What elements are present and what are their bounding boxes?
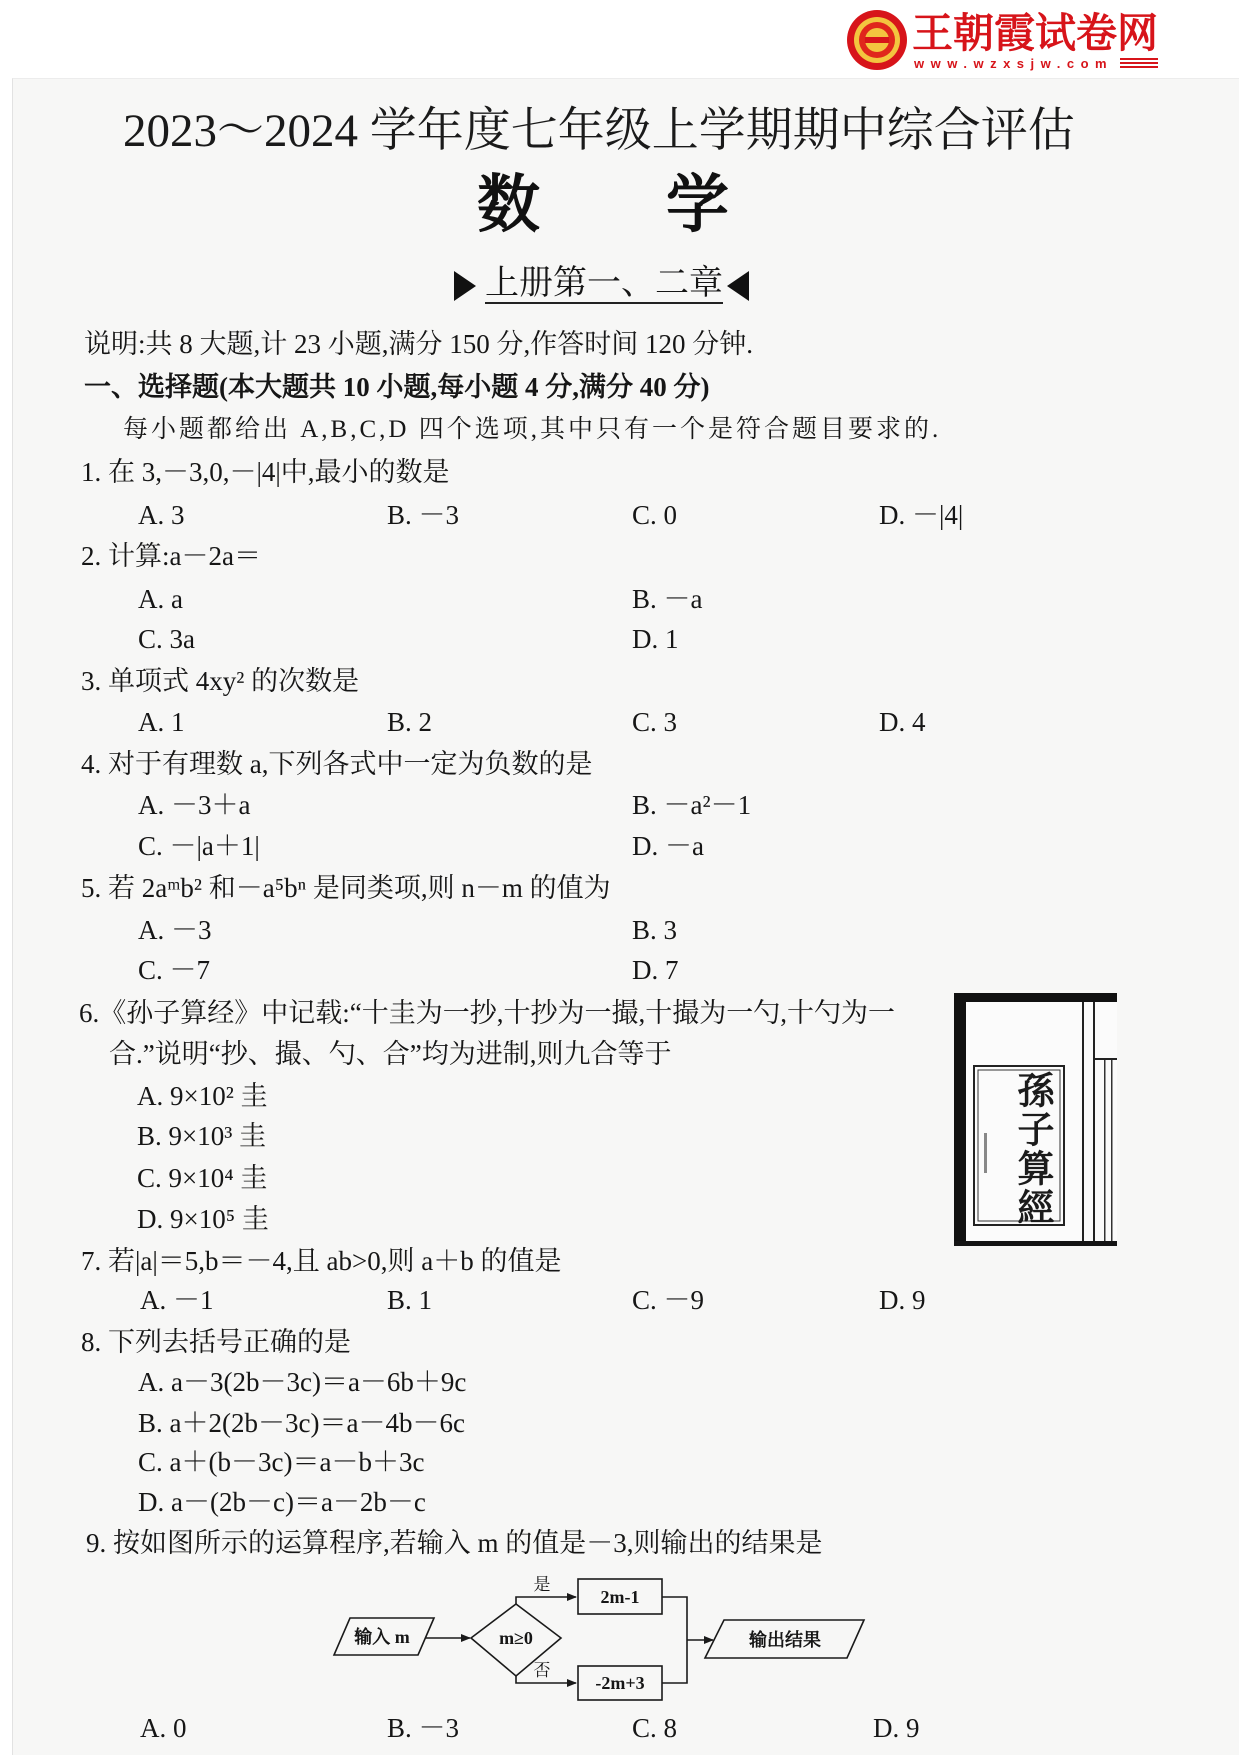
seal-emblem-icon [846,9,908,71]
question-2-stem: 2. 计算:a－2a＝ [81,541,261,571]
question-9-stem: 9. 按如图所示的运算程序,若输入 m 的值是－3,则输出的结果是 [86,1528,823,1558]
question-9-option-d: D. 9 [873,1713,920,1743]
exam-title: 2023～2024 学年度七年级上学期期中综合评估 [123,105,1075,157]
flowchart-yes-arrow [516,1597,576,1604]
question-1-option-c: C. 0 [632,500,678,530]
question-7-option-d: D. 9 [879,1285,926,1315]
triangle-right-icon [454,271,476,301]
question-5-option-a: A. －3 [138,915,212,945]
question-3-stem: 3. 单项式 4xy² 的次数是 [81,666,360,696]
question-8-option-a: A. a－3(2b－3c)＝a－6b＋9c [138,1367,467,1397]
question-5-stem: 5. 若 2aᵐb² 和－a⁵bⁿ 是同类项,则 n－m 的值为 [81,873,611,903]
flowchart-no-label: 否 [533,1661,551,1680]
question-6-stem: 6.《孙子算经》中记载:“十圭为一抄,十抄为一撮,十撮为一勺,十勺为一 [79,998,895,1028]
question-5-option-d: D. 7 [632,955,679,985]
subject-title: 数 学 [477,170,729,240]
site-url: www.wzxsjw.com [914,56,1114,71]
site-name: 王朝霞试卷网 [912,10,1158,56]
question-3-option-a: A. 1 [138,707,185,737]
question-4-option-b: B. －a²－1 [632,790,752,820]
question-2-option-a: A. a [138,584,183,614]
question-1-option-d: D. －|4| [879,500,964,530]
question-2-option-b: B. －a [632,584,703,614]
question-5-option-c: C. －7 [138,955,211,985]
question-1-option-a: A. 3 [138,500,185,530]
decorative-stripes [1120,58,1158,69]
question-6-stem-line2: 合.”说明“抄、撮、勺、合”均为进制,则九合等于 [109,1039,672,1069]
question-5-option-b: B. 3 [632,915,678,945]
question-6-option-c: C. 9×10⁴ 圭 [137,1163,268,1193]
question-8-option-c: C. a＋(b－3c)＝a－b＋3c [138,1447,425,1477]
question-9-option-c: C. 8 [632,1713,678,1743]
question-6-option-a: A. 9×10² 圭 [137,1081,268,1111]
question-8-option-d: D. a－(2b－c)＝a－2b－c [138,1487,426,1517]
question-6-option-d: D. 9×10⁵ 圭 [137,1204,269,1234]
flowchart-output-label: 输出结果 [749,1630,821,1650]
book-cover-figure [954,993,1117,1246]
flowchart-merge-line [662,1597,687,1683]
question-1-option-b: B. －3 [387,500,460,530]
flowchart-condition-label: m≥0 [499,1628,533,1648]
question-6-option-b: B. 9×10³ 圭 [137,1121,267,1151]
question-2-option-d: D. 1 [632,624,679,654]
instructions: 说明:共 8 大题,计 23 小题,满分 150 分,作答时间 120 分钟. [84,329,754,359]
question-7-option-b: B. 1 [387,1285,433,1315]
question-3-option-c: C. 3 [632,707,678,737]
section-heading: 一、选择题(本大题共 10 小题,每小题 4 分,满分 40 分) [84,372,710,402]
question-4-option-d: D. －a [632,831,704,861]
question-7-stem: 7. 若|a|＝5,b＝－4,且 ab>0,则 a＋b 的值是 [81,1246,562,1276]
question-3-option-b: B. 2 [387,707,433,737]
question-7-option-a: A. －1 [140,1285,214,1315]
question-4-option-a: A. －3＋a [138,790,251,820]
question-2-option-c: C. 3a [138,624,195,654]
question-4-option-c: C. －|a＋1| [138,831,260,861]
question-1-stem: 1. 在 3,－3,0,－|4|中,最小的数是 [81,457,450,487]
flowchart-yes-expr: 2m-1 [600,1587,640,1607]
section-note: 每小题都给出 A,B,C,D 四个选项,其中只有一个是符合题目要求的. [123,416,942,443]
question-7-option-c: C. －9 [632,1285,705,1315]
question-8-option-b: B. a＋2(2b－3c)＝a－4b－6c [138,1408,465,1438]
question-9-option-a: A. 0 [140,1713,187,1743]
question-8-stem: 8. 下列去括号正确的是 [81,1327,351,1357]
scope-label: 上册第一、二章 [485,265,723,302]
question-3-option-d: D. 4 [879,707,926,737]
question-9-option-b: B. －3 [387,1713,460,1743]
flowchart-input-label: 输入 m [354,1627,410,1647]
flowchart-figure [320,1560,880,1710]
question-4-stem: 4. 对于有理数 a,下列各式中一定为负数的是 [81,749,593,779]
book-cover-title: 孫子算經 [1011,1071,1052,1227]
triangle-left-icon [727,271,749,301]
flowchart-yes-label: 是 [533,1575,551,1594]
flowchart-no-expr: -2m+3 [595,1673,645,1693]
